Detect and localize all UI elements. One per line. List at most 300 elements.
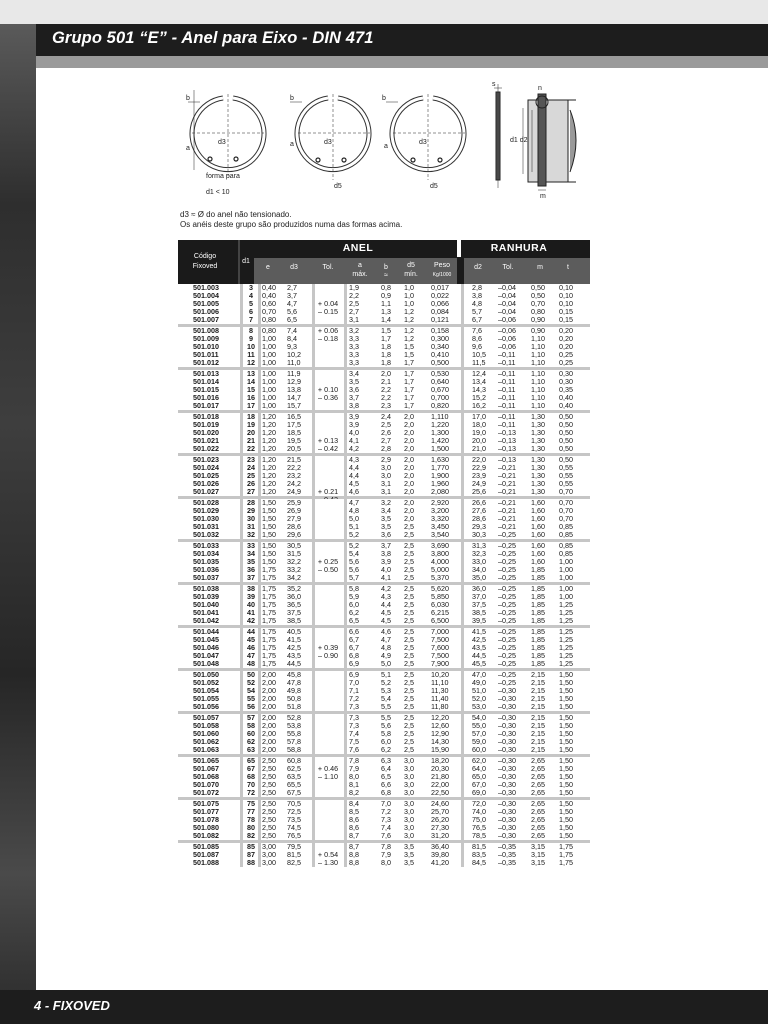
column-separator (461, 413, 464, 453)
cell-a: 5,0 (349, 514, 359, 523)
ring-technical-drawing (178, 80, 590, 200)
cell-tolr: –0,25 (498, 678, 516, 687)
column-separator (461, 542, 464, 582)
cell-b: 4,6 (381, 627, 391, 636)
cell-a: 7,2 (349, 694, 359, 703)
cell-a: 3,3 (349, 358, 359, 367)
cell-t: 1,50 (559, 823, 573, 832)
cell-code: 501.030 (193, 514, 219, 523)
cell-e: 1,20 (262, 428, 276, 437)
cell-b: 4,4 (381, 600, 391, 609)
cell-d2: 22,0 (472, 455, 486, 464)
cell-peso: 6,215 (431, 608, 449, 617)
cell-a: 6,0 (349, 600, 359, 609)
cell-t: 0,50 (559, 428, 573, 437)
cell-code: 501.024 (193, 463, 219, 472)
cell-peso: 5,850 (431, 592, 449, 601)
cell-code: 501.082 (193, 831, 219, 840)
tolerance-lower: – 0.90 (318, 651, 338, 660)
cell-m: 1,10 (531, 393, 545, 402)
cell-d3: 8,4 (287, 334, 297, 343)
cell-d5: 2,5 (404, 745, 414, 754)
tolerance-upper: + 0.46 (317, 764, 339, 773)
cell-peso: 24,60 (431, 799, 449, 808)
cell-code: 501.013 (193, 369, 219, 378)
header-b-sub: ≈ (384, 272, 388, 279)
table-group (178, 284, 590, 324)
cell-d1: 19 (247, 420, 255, 429)
cell-m: 3,15 (531, 842, 545, 851)
cell-code: 501.028 (193, 498, 219, 507)
cell-tolr: –0,30 (498, 756, 516, 765)
table-group (178, 456, 590, 496)
cell-m: 2,65 (531, 823, 545, 832)
cell-t: 1,50 (559, 670, 573, 679)
column-separator (258, 585, 261, 625)
cell-b: 3,8 (381, 549, 391, 558)
cell-d2: 60,0 (472, 745, 486, 754)
svg-text:d5: d5 (430, 183, 438, 190)
cell-code: 501.052 (193, 678, 219, 687)
cell-peso: 0,121 (431, 315, 449, 324)
cell-e: 1,20 (262, 471, 276, 480)
cell-d3: 72,5 (287, 807, 301, 816)
column-separator (240, 843, 243, 867)
cell-code: 501.017 (193, 401, 219, 410)
cell-b: 5,1 (381, 670, 391, 679)
tolerance-upper: + 0.06 (317, 326, 339, 335)
cell-b: 1,8 (381, 350, 391, 359)
cell-d2: 74,0 (472, 807, 486, 816)
cell-d3: 38,5 (287, 616, 301, 625)
column-separator (344, 628, 347, 668)
cell-d2: 23,9 (472, 471, 486, 480)
label-n: n (538, 85, 542, 92)
cell-peso: 7,500 (431, 635, 449, 644)
cell-e: 2,50 (262, 788, 276, 797)
cell-m: 1,30 (531, 420, 545, 429)
cell-m: 2,65 (531, 807, 545, 816)
cell-d5: 3,0 (404, 756, 414, 765)
cell-d1: 28 (247, 498, 255, 507)
cell-tolr: –0,06 (498, 315, 516, 324)
cell-d5: 2,5 (404, 600, 414, 609)
cell-peso: 0,820 (431, 401, 449, 410)
column-separator (344, 800, 347, 840)
cell-d3: 65,5 (287, 780, 301, 789)
cell-d1: 37 (247, 573, 255, 582)
cell-d2: 49,0 (472, 678, 486, 687)
cell-t: 1,50 (559, 729, 573, 738)
cell-tolr: –0,25 (498, 557, 516, 566)
tolerance-upper: + 0.04 (317, 299, 339, 308)
cell-d2: 39,5 (472, 616, 486, 625)
cell-t: 1,25 (559, 616, 573, 625)
cell-m: 2,15 (531, 686, 545, 695)
cell-peso: 0,530 (431, 369, 449, 378)
cell-tolr: –0,21 (498, 514, 516, 523)
cell-d2: 28,6 (472, 514, 486, 523)
cell-m: 1,30 (531, 479, 545, 488)
cell-e: 2,50 (262, 799, 276, 808)
cell-d2: 22,9 (472, 463, 486, 472)
cell-a: 2,2 (349, 291, 359, 300)
column-separator (258, 413, 261, 453)
column-separator (240, 370, 243, 410)
cell-d1: 11 (247, 350, 255, 359)
cell-code: 501.031 (193, 522, 219, 531)
cell-d1: 33 (247, 541, 255, 550)
left-decorative-strip (0, 24, 36, 1024)
cell-e: 1,75 (262, 600, 276, 609)
cell-b: 3,5 (381, 522, 391, 531)
cell-peso: 0,670 (431, 385, 449, 394)
cell-tolr: –0,11 (498, 385, 516, 394)
cell-m: 3,15 (531, 850, 545, 859)
cell-a: 4,4 (349, 471, 359, 480)
cell-tolr: –0,25 (498, 573, 516, 582)
cell-tolr: –0,30 (498, 729, 516, 738)
cell-e: 2,50 (262, 772, 276, 781)
cell-e: 2,00 (262, 745, 276, 754)
cell-a: 3,6 (349, 385, 359, 394)
cell-tolr: –0,11 (498, 369, 516, 378)
cell-a: 5,4 (349, 549, 359, 558)
cell-t: 0,40 (559, 393, 573, 402)
header-a: a (358, 262, 362, 269)
cell-tolr: –0,25 (498, 635, 516, 644)
cell-t: 1,50 (559, 686, 573, 695)
cell-b: 1,7 (381, 334, 391, 343)
cell-d1: 39 (247, 592, 255, 601)
cell-m: 1,85 (531, 573, 545, 582)
cell-e: 0,40 (262, 283, 276, 292)
cell-d5: 1,2 (404, 315, 414, 324)
cell-code: 501.050 (193, 670, 219, 679)
cell-t: 1,50 (559, 764, 573, 773)
cell-d3: 20,5 (287, 444, 301, 453)
cell-tolr: –0,13 (498, 455, 516, 464)
cell-peso: 12,60 (431, 721, 449, 730)
cell-d2: 57,0 (472, 729, 486, 738)
cell-e: 1,20 (262, 455, 276, 464)
cell-d2: 13,4 (472, 377, 486, 386)
cell-d5: 2,0 (404, 455, 414, 464)
cell-d2: 30,3 (472, 530, 486, 539)
cell-d3: 70,5 (287, 799, 301, 808)
cell-e: 1,20 (262, 444, 276, 453)
cell-m: 2,65 (531, 831, 545, 840)
cell-d1: 30 (247, 514, 255, 523)
cell-b: 3,5 (381, 514, 391, 523)
cell-d3: 30,5 (287, 541, 301, 550)
cell-peso: 0,410 (431, 350, 449, 359)
cell-peso: 14,30 (431, 737, 449, 746)
cell-code: 501.067 (193, 764, 219, 773)
cell-a: 3,3 (349, 342, 359, 351)
cell-d1: 35 (247, 557, 255, 566)
cell-code: 501.065 (193, 756, 219, 765)
cell-peso: 0,500 (431, 358, 449, 367)
cell-d3: 29,6 (287, 530, 301, 539)
table-body (178, 284, 590, 867)
cell-t: 0,20 (559, 342, 573, 351)
cell-m: 2,65 (531, 799, 545, 808)
cell-d2: 7,6 (472, 326, 482, 335)
cell-code: 501.012 (193, 358, 219, 367)
cell-tolr: –0,13 (498, 436, 516, 445)
page-footer (0, 990, 768, 1024)
cell-d1: 25 (247, 471, 255, 480)
header-peso-sub: Kg/1000 (432, 272, 452, 278)
cell-t: 0,55 (559, 479, 573, 488)
cell-d1: 3 (249, 283, 253, 292)
cell-t: 1,50 (559, 807, 573, 816)
cell-code: 501.033 (193, 541, 219, 550)
cell-tolr: –0,30 (498, 721, 516, 730)
cell-a: 7,5 (349, 737, 359, 746)
cell-t: 0,55 (559, 471, 573, 480)
cell-tolr: –0,30 (498, 713, 516, 722)
cell-b: 1,8 (381, 342, 391, 351)
cell-b: 6,3 (381, 756, 391, 765)
cell-d5: 1,2 (404, 307, 414, 316)
column-separator (461, 585, 464, 625)
cell-d3: 2,7 (287, 283, 297, 292)
cell-b: 4,5 (381, 616, 391, 625)
cell-m: 1,60 (531, 530, 545, 539)
cell-e: 2,00 (262, 678, 276, 687)
cell-peso: 0,022 (431, 291, 449, 300)
cell-a: 8,8 (349, 858, 359, 867)
column-separator (461, 843, 464, 867)
svg-text:d3: d3 (324, 139, 332, 146)
cell-peso: 1,220 (431, 420, 449, 429)
cell-t: 1,25 (559, 600, 573, 609)
cell-d2: 3,8 (472, 291, 482, 300)
cell-d1: 15 (247, 385, 255, 394)
cell-b: 3,6 (381, 530, 391, 539)
cell-d5: 1,2 (404, 334, 414, 343)
cell-d5: 2,5 (404, 541, 414, 550)
cell-t: 1,75 (559, 858, 573, 867)
cell-b: 4,2 (381, 584, 391, 593)
cell-d1: 46 (247, 643, 255, 652)
cell-e: 2,50 (262, 764, 276, 773)
ring-form-1-drawing (188, 90, 264, 176)
table-group (178, 542, 590, 582)
cell-a: 7,8 (349, 756, 359, 765)
cell-d1: 85 (247, 842, 255, 851)
cell-tolr: –0,21 (498, 506, 516, 515)
svg-text:a: a (290, 141, 294, 148)
column-separator (344, 456, 347, 496)
cell-d5: 2,5 (404, 678, 414, 687)
cell-d5: 1,7 (404, 401, 414, 410)
cell-t: 1,00 (559, 592, 573, 601)
cell-d2: 18,0 (472, 420, 486, 429)
cell-e: 1,75 (262, 584, 276, 593)
cell-b: 7,4 (381, 823, 391, 832)
cell-t: 0,70 (559, 514, 573, 523)
cell-m: 1,85 (531, 627, 545, 636)
cell-d3: 43,5 (287, 651, 301, 660)
cell-d2: 47,0 (472, 670, 486, 679)
cell-t: 0,25 (559, 350, 573, 359)
cell-d5: 2,5 (404, 737, 414, 746)
cell-t: 1,00 (559, 584, 573, 593)
cell-code: 501.055 (193, 694, 219, 703)
cell-d3: 36,5 (287, 600, 301, 609)
cell-a: 5,8 (349, 584, 359, 593)
cell-m: 0,50 (531, 283, 545, 292)
cell-code: 501.063 (193, 745, 219, 754)
cell-d2: 12,4 (472, 369, 486, 378)
cell-b: 4,5 (381, 608, 391, 617)
cell-t: 0,85 (559, 522, 573, 531)
cell-e: 1,50 (262, 498, 276, 507)
cell-d3: 26,9 (287, 506, 301, 515)
cell-a: 3,7 (349, 393, 359, 402)
cell-d2: 52,0 (472, 694, 486, 703)
column-separator (461, 456, 464, 496)
cell-d2: 21,0 (472, 444, 486, 453)
cell-a: 3,4 (349, 369, 359, 378)
cell-d2: 33,0 (472, 557, 486, 566)
cell-a: 4,0 (349, 428, 359, 437)
cell-e: 1,20 (262, 412, 276, 421)
footer-label: 4 - FIXOVED (34, 998, 110, 1013)
cell-d1: 62 (247, 737, 255, 746)
cell-t: 1,50 (559, 678, 573, 687)
cell-d1: 72 (247, 788, 255, 797)
cell-d2: 26,6 (472, 498, 486, 507)
column-separator (240, 499, 243, 539)
cell-d1: 40 (247, 600, 255, 609)
page-title: Grupo 501 “E” - Anel para Eixo - DIN 471 (52, 29, 374, 47)
column-separator (461, 714, 464, 754)
cell-t: 0,15 (559, 307, 573, 316)
cell-peso: 6,030 (431, 600, 449, 609)
cell-peso: 27,30 (431, 823, 449, 832)
cell-e: 2,00 (262, 737, 276, 746)
cell-m: 3,15 (531, 858, 545, 867)
cell-d5: 3,0 (404, 807, 414, 816)
cell-d5: 2,5 (404, 694, 414, 703)
cell-d5: 1,2 (404, 326, 414, 335)
cell-d3: 37,5 (287, 608, 301, 617)
cell-d3: 11,9 (287, 369, 301, 378)
cell-code: 501.087 (193, 850, 219, 859)
cell-e: 1,00 (262, 358, 276, 367)
cell-tolr: –0,30 (498, 799, 516, 808)
cell-d3: 17,5 (287, 420, 301, 429)
cell-d2: 42,5 (472, 635, 486, 644)
cell-d3: 9,3 (287, 342, 297, 351)
cell-d1: 80 (247, 823, 255, 832)
svg-text:b: b (290, 95, 294, 102)
column-separator (258, 628, 261, 668)
cell-d1: 38 (247, 584, 255, 593)
cell-t: 0,70 (559, 487, 573, 496)
cell-e: 2,00 (262, 713, 276, 722)
cell-e: 1,75 (262, 659, 276, 668)
header-m: m (537, 264, 543, 271)
cell-b: 2,0 (381, 369, 391, 378)
cell-d3: 52,8 (287, 713, 301, 722)
column-separator (344, 843, 347, 867)
table-group (178, 628, 590, 668)
tolerance-value (314, 644, 342, 660)
cell-a: 7,3 (349, 713, 359, 722)
cell-d5: 2,5 (404, 643, 414, 652)
column-separator (258, 327, 261, 367)
cell-peso: 12,20 (431, 713, 449, 722)
cell-t: 0,50 (559, 436, 573, 445)
cell-code: 501.045 (193, 635, 219, 644)
cell-tolr: –0,25 (498, 670, 516, 679)
cell-m: 1,60 (531, 549, 545, 558)
cell-peso: 7,600 (431, 643, 449, 652)
cell-peso: 0,700 (431, 393, 449, 402)
column-separator (344, 499, 347, 539)
table-group (178, 327, 590, 367)
cell-d2: 32,3 (472, 549, 486, 558)
cell-a: 5,6 (349, 557, 359, 566)
cell-peso: 5,620 (431, 584, 449, 593)
cell-peso: 11,40 (431, 694, 449, 703)
cell-tolr: –0,30 (498, 831, 516, 840)
cell-code: 501.037 (193, 573, 219, 582)
cell-peso: 2,920 (431, 498, 449, 507)
cell-peso: 0,300 (431, 334, 449, 343)
cell-b: 3,0 (381, 471, 391, 480)
cell-m: 2,65 (531, 764, 545, 773)
cell-m: 2,15 (531, 729, 545, 738)
cell-peso: 1,110 (431, 412, 449, 421)
cell-d3: 67,5 (287, 788, 301, 797)
cell-m: 1,85 (531, 659, 545, 668)
cell-d2: 35,0 (472, 573, 486, 582)
cell-d3: 47,8 (287, 678, 301, 687)
cell-tolr: –0,30 (498, 780, 516, 789)
cell-d1: 34 (247, 549, 255, 558)
tolerance-upper: + 0.54 (317, 850, 339, 859)
cell-peso: 39,80 (431, 850, 449, 859)
header-d5: d5 (407, 262, 415, 269)
cell-d5: 3,0 (404, 815, 414, 824)
cell-tolr: –0,25 (498, 600, 516, 609)
cell-t: 1,50 (559, 713, 573, 722)
cell-b: 2,2 (381, 393, 391, 402)
cell-a: 4,2 (349, 444, 359, 453)
cell-d5: 2,0 (404, 471, 414, 480)
cell-e: 1,50 (262, 541, 276, 550)
cell-m: 1,85 (531, 592, 545, 601)
cell-t: 1,25 (559, 627, 573, 636)
cell-e: 1,00 (262, 342, 276, 351)
cell-e: 1,75 (262, 573, 276, 582)
cell-code: 501.025 (193, 471, 219, 480)
cell-b: 6,4 (381, 764, 391, 773)
cell-a: 3,8 (349, 401, 359, 410)
cell-d2: 10,5 (472, 350, 486, 359)
cell-m: 1,30 (531, 428, 545, 437)
cell-a: 7,1 (349, 686, 359, 695)
cell-b: 2,4 (381, 412, 391, 421)
cell-m: 1,10 (531, 342, 545, 351)
label-s: s (492, 81, 496, 88)
